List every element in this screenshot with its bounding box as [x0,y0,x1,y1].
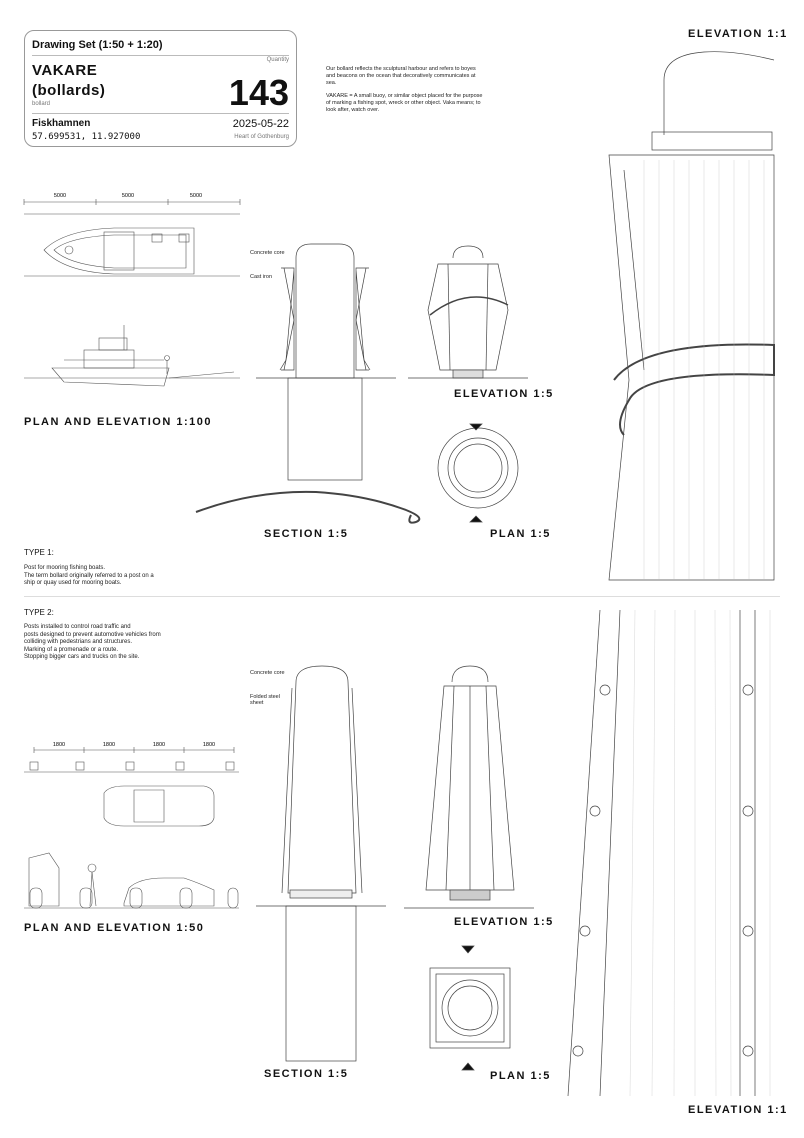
type2-note-core: Concrete core [250,670,285,676]
type1-plan-label: PLAN 1:5 [490,528,551,540]
type1-note-core: Concrete core [250,250,285,256]
type2-plan-drawing [420,944,520,1074]
description [326,66,486,120]
type1-dim-3: 5000 [189,193,203,199]
type2-dim-2: 1800 [102,742,116,748]
type1-elevation-drawing [408,240,528,385]
type2-dim-1: 1800 [52,742,66,748]
type2-elevation-label: ELEVATION 1:5 [454,916,554,928]
type1-text-2: The term bollard originally referred to a post on a ship or quay used for mooring boats. [24,572,154,586]
type1-plan-drawing [430,420,530,530]
type2-large-elevation-drawing [560,606,785,1096]
quantity-label: Quantity [266,57,289,63]
type2-section-drawing [256,658,386,1068]
type1-note-material: Cast iron [250,274,273,280]
elevation-1-1-label-top: ELEVATION 1:1 [688,28,788,40]
type2-text-5: Stopping bigger cars and trucks on the site. [24,654,140,660]
card-divider-2 [32,113,289,114]
plan-elevation-1-50-label: PLAN AND ELEVATION 1:50 [24,922,205,934]
project-title [32,61,105,101]
type2-plan-label: PLAN 1:5 [490,1070,551,1082]
description-para-2: VAKARE = A small buoy, or similar object placed for the purpose of marking a fishing spot, wreck or other object. Vaka means; to look after, watch over. [326,93,483,113]
date: 2025-05-22 [232,118,289,130]
type2-elevation-drawing [404,660,534,910]
location: Heart of Gothenburg [234,134,289,140]
elevation-1-1-label-bottom: ELEVATION 1:1 [688,1104,788,1116]
type1-text-1: Post for mooring fishing boats. [24,565,106,571]
project-subtitle: bollard [32,101,51,107]
type1-elevation-label: ELEVATION 1:5 [454,388,554,400]
type2-note-material-2: sheet [250,700,264,706]
type2-section-label: SECTION 1:5 [264,1068,349,1080]
type2-text [24,624,174,662]
info-card [24,30,297,147]
type1-section-label: SECTION 1:5 [264,528,349,540]
plan-elevation-1-50-drawing [24,738,239,913]
type2-text-3: colliding with pedestrians and structures. [24,639,133,645]
type1-large-elevation-drawing [584,40,784,585]
type2-note-material-1: Folded steel [250,694,280,700]
project-title-line2: (bollards) [32,82,106,99]
type2-text-2: posts designed to prevent automotive vehicles from [24,631,161,638]
quantity-value: 143 [228,72,289,113]
section-divider [24,596,780,597]
card-divider [32,55,289,56]
place-name: Fiskhamnen [32,118,91,129]
type1-title: TYPE 1: [24,548,54,557]
type2-text-4: Marking of a promenade or a route. [24,646,119,653]
type2-text-1: Posts installed to control road traffic and [24,624,131,630]
type2-dim-3: 1800 [152,742,166,748]
type1-dim-1: 5000 [53,193,67,199]
drawing-set-label: Drawing Set (1:50 + 1:20) [32,39,163,51]
plan-elevation-1-100-drawing [24,190,244,410]
type2-title: TYPE 2: [24,608,54,617]
description-para-1: Our bollard reflects the sculptural harbour and refers to boyes and beacons on the ocean that decoratively communicates at sea. [326,66,476,86]
type1-dims [54,193,202,199]
type1-dim-2: 5000 [121,193,135,199]
plan-elevation-1-100-label: PLAN AND ELEVATION 1:100 [24,416,212,428]
coordinates: 57.699531, 11.927000 [32,132,141,142]
type2-dim-4: 1800 [202,742,216,748]
project-title-line1: VAKARE [32,62,98,79]
type1-text [24,565,154,588]
